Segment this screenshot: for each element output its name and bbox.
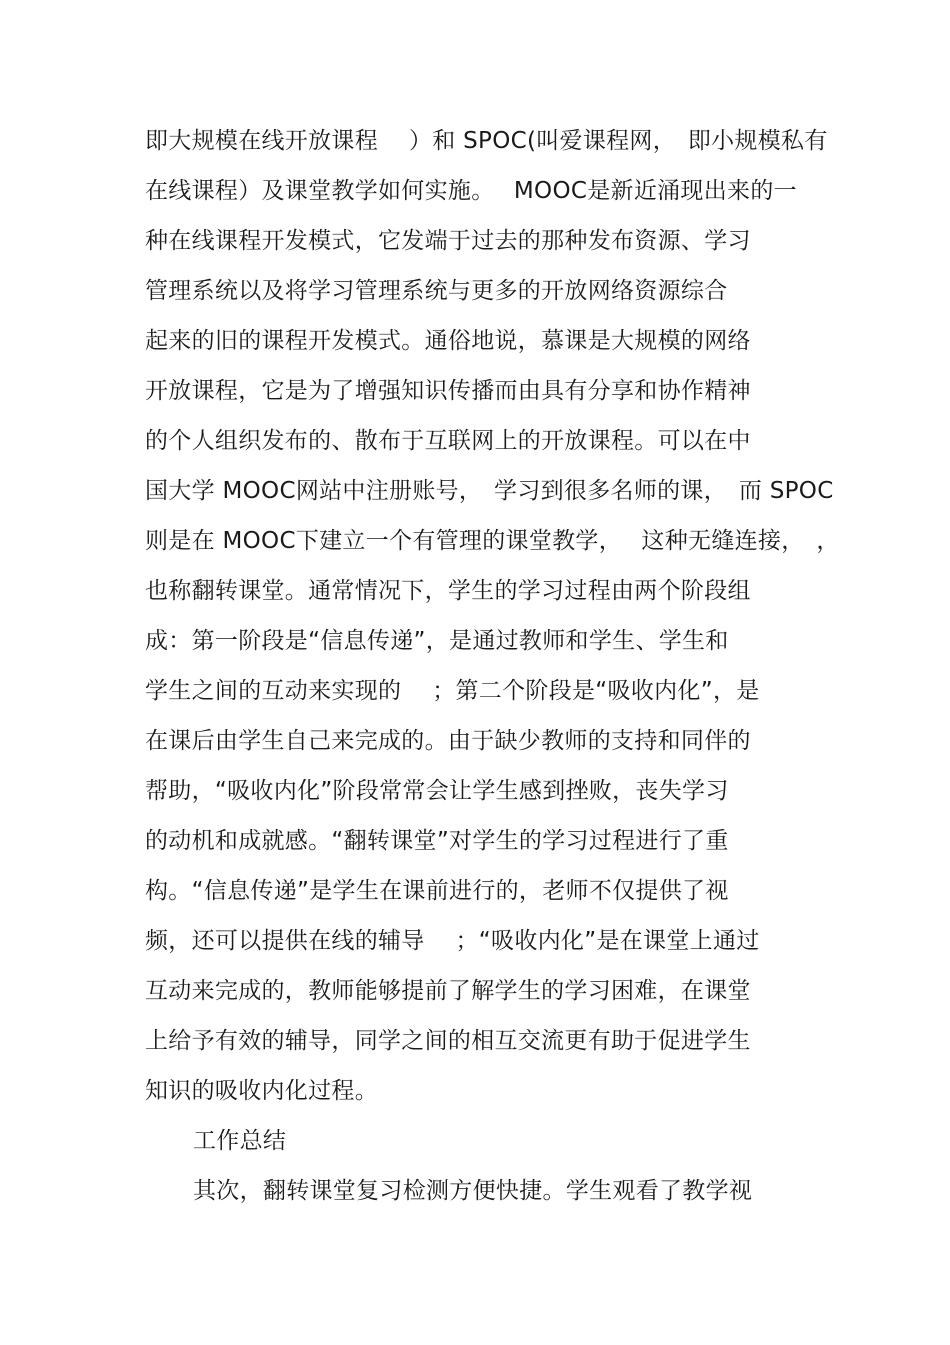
- text-line: 知识的吸收内化过程。: [145, 1078, 378, 1104]
- paragraph-start: 其次，翻转课堂复习检测方便快捷。学生观看了教学视: [193, 1178, 753, 1204]
- text-line: 频，还可以提供在线的辅导 ；“吸收内化”是在课堂上通过: [145, 928, 760, 954]
- text-line: 即大规模在线开放课程 ）和 SPOC(叫爱课程网， 即小规模私有: [145, 128, 828, 154]
- text-line: 上给予有效的辅导，同学之间的相互交流更有助于促进学生: [145, 1028, 751, 1054]
- text-line: 帮助，“吸收内化”阶段常常会让学生感到挫败，丧失学习: [145, 778, 729, 804]
- text-line: 则是在 MOOC下建立一个有管理的课堂教学， 这种无缝连接， ，: [145, 528, 840, 554]
- section-heading: 工作总结: [193, 1128, 287, 1154]
- text-line: 国大学 MOOC网站中注册账号， 学习到很多名师的课， 而 SPOC: [145, 478, 834, 504]
- text-line: 成：第一阶段是“信息传递”，是通过教师和学生、学生和: [145, 628, 729, 654]
- text-line: 在课后由学生自己来完成的。由于缺少教师的支持和同伴的: [145, 728, 751, 754]
- text-line: 学生之间的互动来实现的 ；第二个阶段是“吸收内化”，是: [145, 678, 760, 704]
- text-line: 管理系统以及将学习管理系统与更多的开放网络资源综合: [145, 278, 728, 304]
- text-line: 的个人组织发布的、散布于互联网上的开放课程。可以在中: [145, 428, 751, 454]
- text-line: 的动机和成就感。“翻转课堂”对学生的学习过程进行了重: [145, 828, 729, 854]
- text-line: 起来的旧的课程开发模式。通俗地说，慕课是大规模的网络: [145, 328, 751, 354]
- text-line: 互动来完成的，教师能够提前了解学生的学习困难，在课堂: [145, 978, 751, 1004]
- text-line: 种在线课程开发模式，它发端于过去的那种发布资源、学习: [145, 228, 751, 254]
- text-line: 在线课程）及课堂教学如何实施。 MOOC是新近涌现出来的一: [145, 178, 797, 204]
- text-line: 构。“信息传递”是学生在课前进行的，老师不仅提供了视: [145, 878, 729, 904]
- text-line: 也称翻转课堂。通常情况下，学生的学习过程由两个阶段组: [145, 578, 751, 604]
- text-line: 开放课程，它是为了增强知识传播而由具有分享和协作精神: [145, 378, 751, 404]
